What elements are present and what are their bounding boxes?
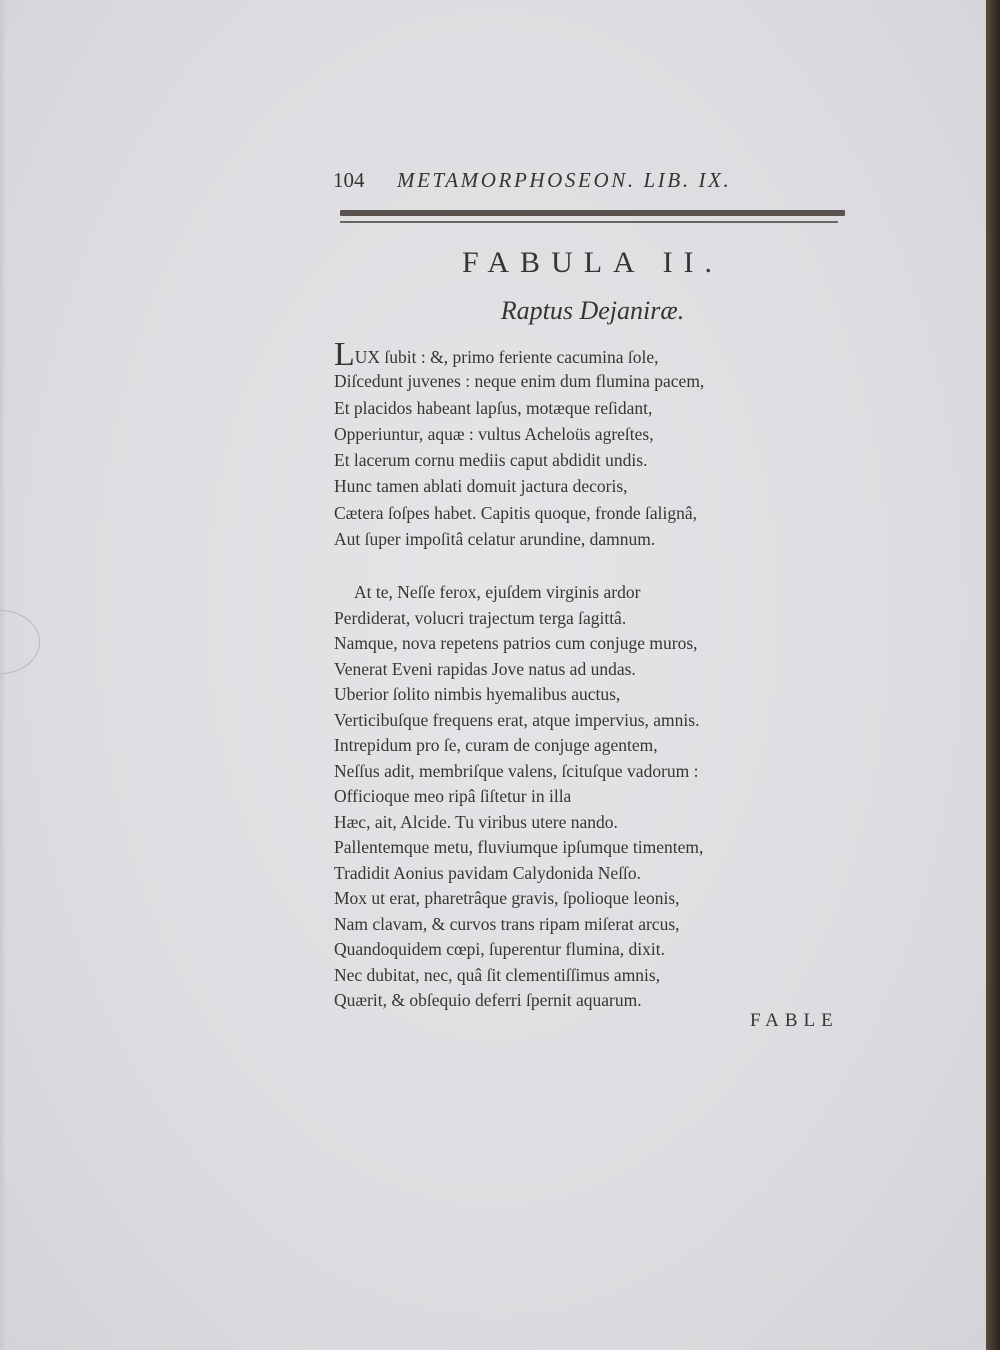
drop-cap: L [334,336,355,373]
running-title: METAMORPHOSEON. LIB. IX. [397,168,732,192]
verse-line: Diſcedunt juvenes : neque enim dum flumina pacem, [334,371,705,392]
verse-line: Namque, nova repetens patrios cum conjuge muros, [334,633,698,653]
catchword: FABLE [750,1010,839,1031]
verse-stanza-1 [334,336,834,552]
fable-title: FABULA II. [461,246,724,279]
verse-line: Mox ut erat, pharetrâque gravis, ſpolioque leonis, [334,888,680,908]
verse-line [334,336,834,373]
header-rule-thin [340,221,838,223]
verse-line: Uberior ſolito nimbis hyemalibus auctus, [334,684,621,704]
verse-line: Verticibuſque frequens erat, atque impervius, amnis. [334,709,700,730]
verse-line: Nam clavam, & curvos trans ripam miſerat arcus, [334,913,680,934]
verse-line: Et placidos habeant lapſus, motæque reſidant, [334,397,653,418]
verse-line: Pallentemque metu, fluviumque ipſumque timentem, [334,837,704,857]
fable-subtitle: Raptus Dejaniræ. [500,296,685,325]
verse-line: Hunc tamen ablati domuit jactura decoris, [334,476,628,497]
verse-first-line-text: UX ſubit : &, primo feriente cacumina ſole, [354,347,659,367]
verse-line: Nec dubitat, nec, quâ ſit clementiſſimus amnis, [334,964,661,985]
running-head [333,168,853,196]
verse-line: Neſſus adit, membriſque valens, ſcituſque vadorum : [334,760,699,781]
page-edge-shadow [0,0,6,1350]
book-gutter [986,0,1000,1350]
verse-line: At te, Neſſe ferox, ejuſdem virginis ardor [354,582,641,602]
verse-line: Opperiuntur, aquæ : vultus Acheloüs agreſtes, [334,423,654,444]
verse-line: Tradidit Aonius pavidam Calydonida Neſſo. [334,862,642,883]
verse-stanza-2 [334,580,834,1014]
verse-line: Officioque meo ripâ ſiſtetur in illa [334,786,572,806]
paper-blemish [0,610,40,674]
verse-line: Venerat Eveni rapidas Jove natus ad undas. [334,658,636,679]
header-rule-thick [340,210,845,216]
verse-line: Intrepidum pro ſe, curam de conjuge agentem, [334,735,658,755]
verse-line: Aut ſuper impoſitâ celatur arundine, damnum. [334,529,656,550]
verse-line: Perdiderat, volucri trajectum terga ſagittâ. [334,607,627,628]
verse-line: Quandoquidem cœpi, ſuperentur flumina, dixit. [334,939,665,959]
page-number: 104 [333,168,365,192]
verse-line: Hæc, ait, Alcide. Tu viribus utere nando. [334,811,618,832]
verse-line: Et lacerum cornu mediis caput abdidit undis. [334,450,648,471]
verse-line: Cætera ſoſpes habet. Capitis quoque, fronde ſalignâ, [334,502,698,523]
verse-line: Quærit, & obſequio deferri ſpernit aquarum. [334,990,642,1010]
